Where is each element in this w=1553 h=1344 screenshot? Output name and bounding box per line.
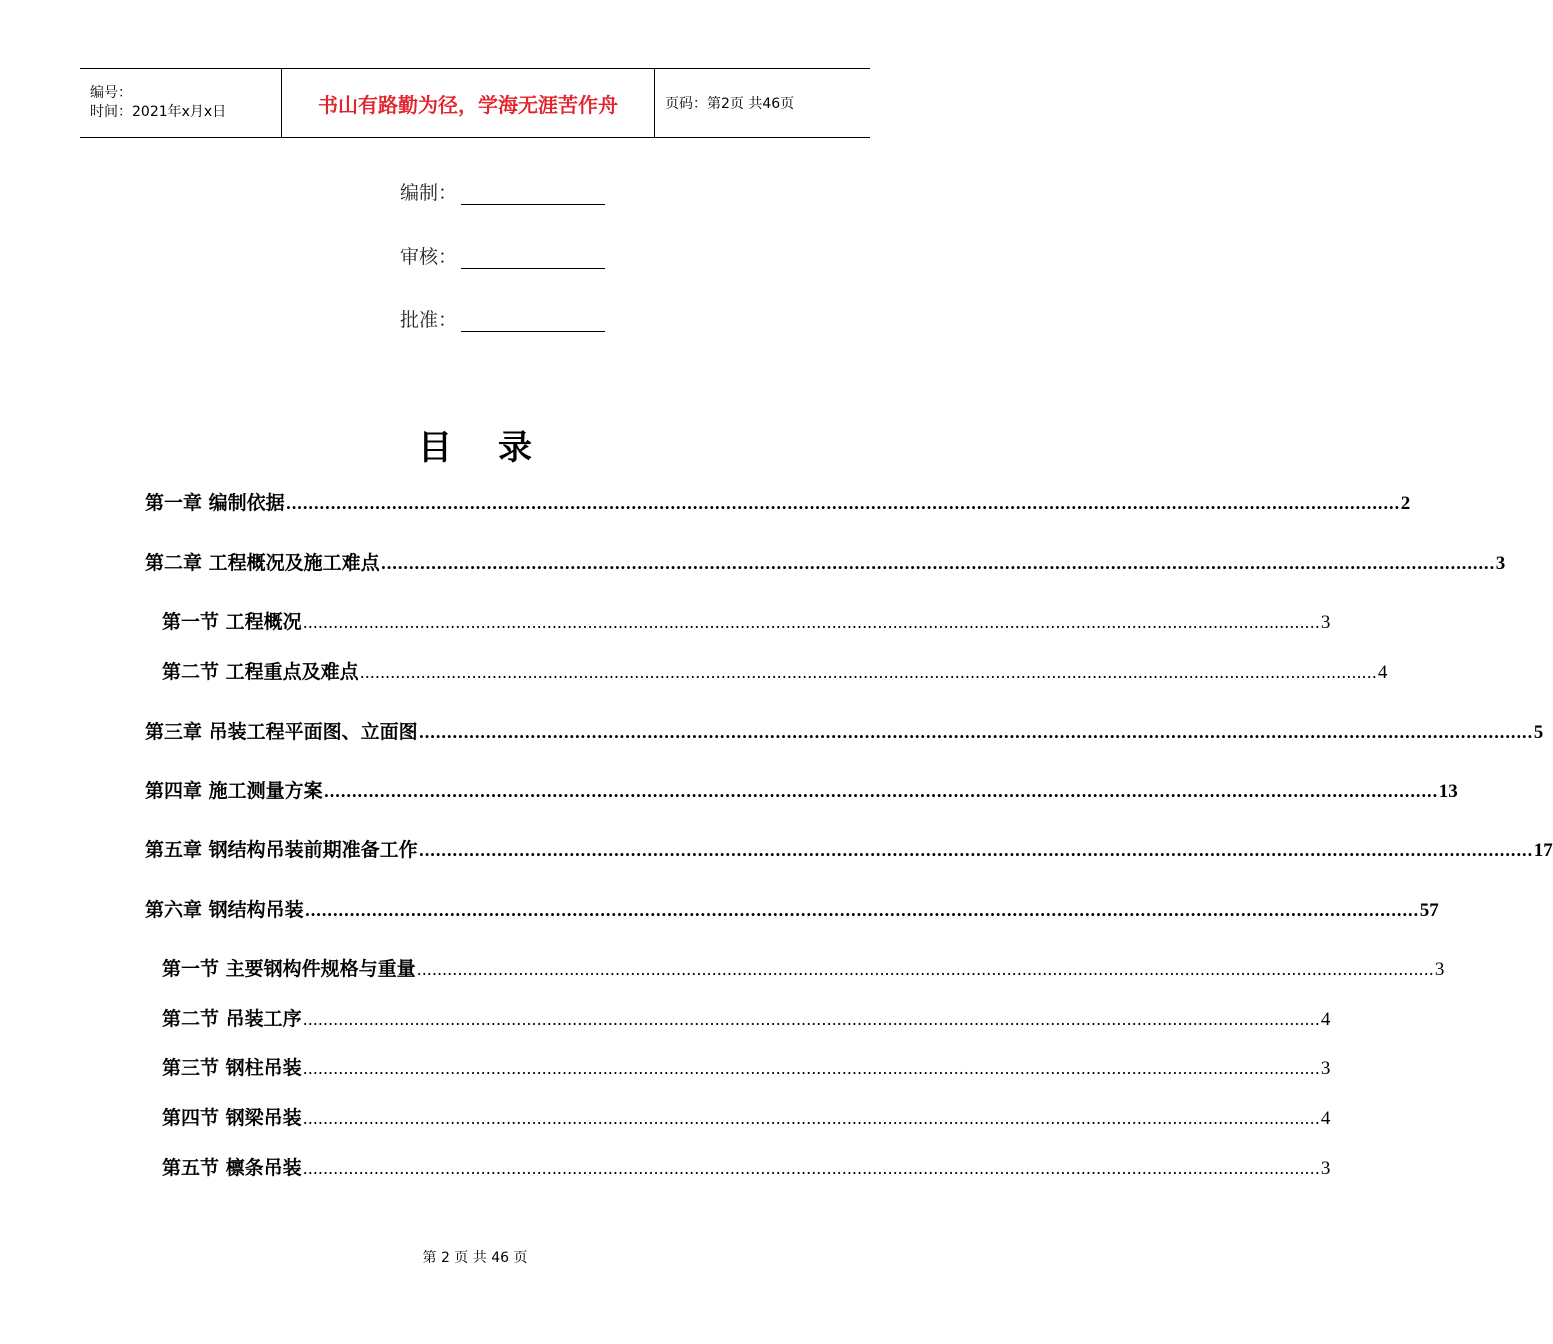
header-page-info bbox=[655, 69, 870, 137]
toc-leader-dots: ........................................................................................................................................................................................................ bbox=[359, 663, 1377, 682]
page-header bbox=[80, 68, 870, 138]
toc-entry-page: 5 bbox=[1533, 722, 1544, 743]
toc-leader-dots: ........................................................................................................................................................................................................ bbox=[302, 1159, 1320, 1178]
toc-leader-dots: ........................................................................................................................................................................................................ bbox=[380, 554, 1495, 573]
toc-leader-dots: ........................................................................................................................................................................................................ bbox=[323, 782, 1438, 801]
page-info-text: 页码：第2页 共46页 bbox=[665, 96, 795, 112]
toc-entry-label: 第五章 钢结构吊装前期准备工作 bbox=[145, 839, 418, 861]
header-motto bbox=[282, 69, 655, 137]
document-date: 时间：2021年x月x日 bbox=[90, 104, 227, 120]
toc-entry[interactable] bbox=[162, 954, 1445, 981]
toc-entry-page: 3 bbox=[1320, 1158, 1331, 1179]
toc-entry-label: 第三节 钢柱吊装 bbox=[162, 1057, 302, 1079]
toc-entry[interactable] bbox=[145, 895, 1439, 922]
document-number: 编号： bbox=[90, 85, 132, 101]
toc-entry-label: 第五节 檩条吊装 bbox=[162, 1157, 302, 1179]
toc-entry[interactable] bbox=[162, 657, 1388, 684]
signature-line bbox=[461, 248, 605, 269]
toc-leader-dots: ........................................................................................................................................................................................................ bbox=[285, 494, 1400, 513]
signoff-review bbox=[400, 242, 605, 269]
toc-entry-page: 3 bbox=[1434, 959, 1445, 980]
toc-entry-label: 第一章 编制依据 bbox=[145, 492, 285, 514]
toc-entry-label: 第二章 工程概况及施工难点 bbox=[145, 552, 380, 574]
toc-entry-label: 第一节 工程概况 bbox=[162, 611, 302, 633]
toc-leader-dots: ........................................................................................................................................................................................................ bbox=[302, 613, 1320, 632]
toc-entry-page: 2 bbox=[1400, 493, 1411, 514]
toc-entry[interactable] bbox=[145, 717, 1544, 744]
signature-line bbox=[461, 311, 605, 332]
toc-title: 目录 bbox=[418, 428, 578, 468]
signature-line bbox=[461, 184, 605, 205]
toc-entry-label: 第二节 吊装工序 bbox=[162, 1008, 302, 1030]
toc-entry-page: 13 bbox=[1438, 781, 1458, 802]
toc-leader-dots: ........................................................................................................................................................................................................ bbox=[302, 1059, 1320, 1078]
toc-entry[interactable] bbox=[162, 1053, 1331, 1080]
toc-entry-page: 4 bbox=[1320, 1108, 1331, 1129]
toc-entry-page: 3 bbox=[1495, 553, 1506, 574]
toc-entry-label: 第三章 吊装工程平面图、立面图 bbox=[145, 721, 418, 743]
toc-entry-page: 3 bbox=[1320, 612, 1331, 633]
header-meta bbox=[80, 69, 282, 137]
toc-entry-label: 第四章 施工测量方案 bbox=[145, 780, 323, 802]
toc-entry-label: 第四节 钢梁吊装 bbox=[162, 1107, 302, 1129]
toc-entry-label: 第六章 钢结构吊装 bbox=[145, 899, 304, 921]
signoff-approve bbox=[400, 305, 605, 332]
toc-entry[interactable] bbox=[145, 548, 1506, 575]
toc-entry-page: 4 bbox=[1377, 662, 1388, 683]
toc-entry[interactable] bbox=[145, 776, 1458, 803]
signoff-label: 编制： bbox=[400, 182, 458, 204]
toc-entry[interactable] bbox=[145, 835, 1553, 862]
toc-leader-dots: ........................................................................................................................................................................................................ bbox=[418, 841, 1533, 860]
toc-leader-dots: ........................................................................................................................................................................................................ bbox=[418, 723, 1533, 742]
toc-entry-page: 57 bbox=[1419, 900, 1439, 921]
toc-entry[interactable] bbox=[162, 1103, 1331, 1130]
toc-entry[interactable] bbox=[162, 1004, 1331, 1031]
toc-entry-page: 4 bbox=[1320, 1009, 1331, 1030]
toc-entry-label: 第一节 主要钢构件规格与重量 bbox=[162, 958, 416, 980]
signoff-label: 审核： bbox=[400, 246, 458, 268]
toc-entry[interactable] bbox=[162, 607, 1331, 634]
toc-entry[interactable] bbox=[162, 1153, 1331, 1180]
toc-leader-dots: ........................................................................................................................................................................................................ bbox=[302, 1109, 1320, 1128]
motto-text: 书山有路勤为径，学海无涯苦作舟 bbox=[318, 92, 618, 117]
toc-entry[interactable] bbox=[145, 488, 1411, 515]
toc-leader-dots: ........................................................................................................................................................................................................ bbox=[304, 901, 1419, 920]
signoff-compile bbox=[400, 178, 605, 205]
toc-entry-page: 3 bbox=[1320, 1058, 1331, 1079]
toc-leader-dots: ........................................................................................................................................................................................................ bbox=[302, 1010, 1320, 1029]
signoff-label: 批准： bbox=[400, 309, 458, 331]
toc-entry-page: 17 bbox=[1533, 840, 1553, 861]
toc-leader-dots: ........................................................................................................................................................................................................ bbox=[416, 960, 1434, 979]
page-footer: 第 2 页 共 46 页 bbox=[422, 1250, 528, 1266]
toc-entry-label: 第二节 工程重点及难点 bbox=[162, 661, 359, 683]
